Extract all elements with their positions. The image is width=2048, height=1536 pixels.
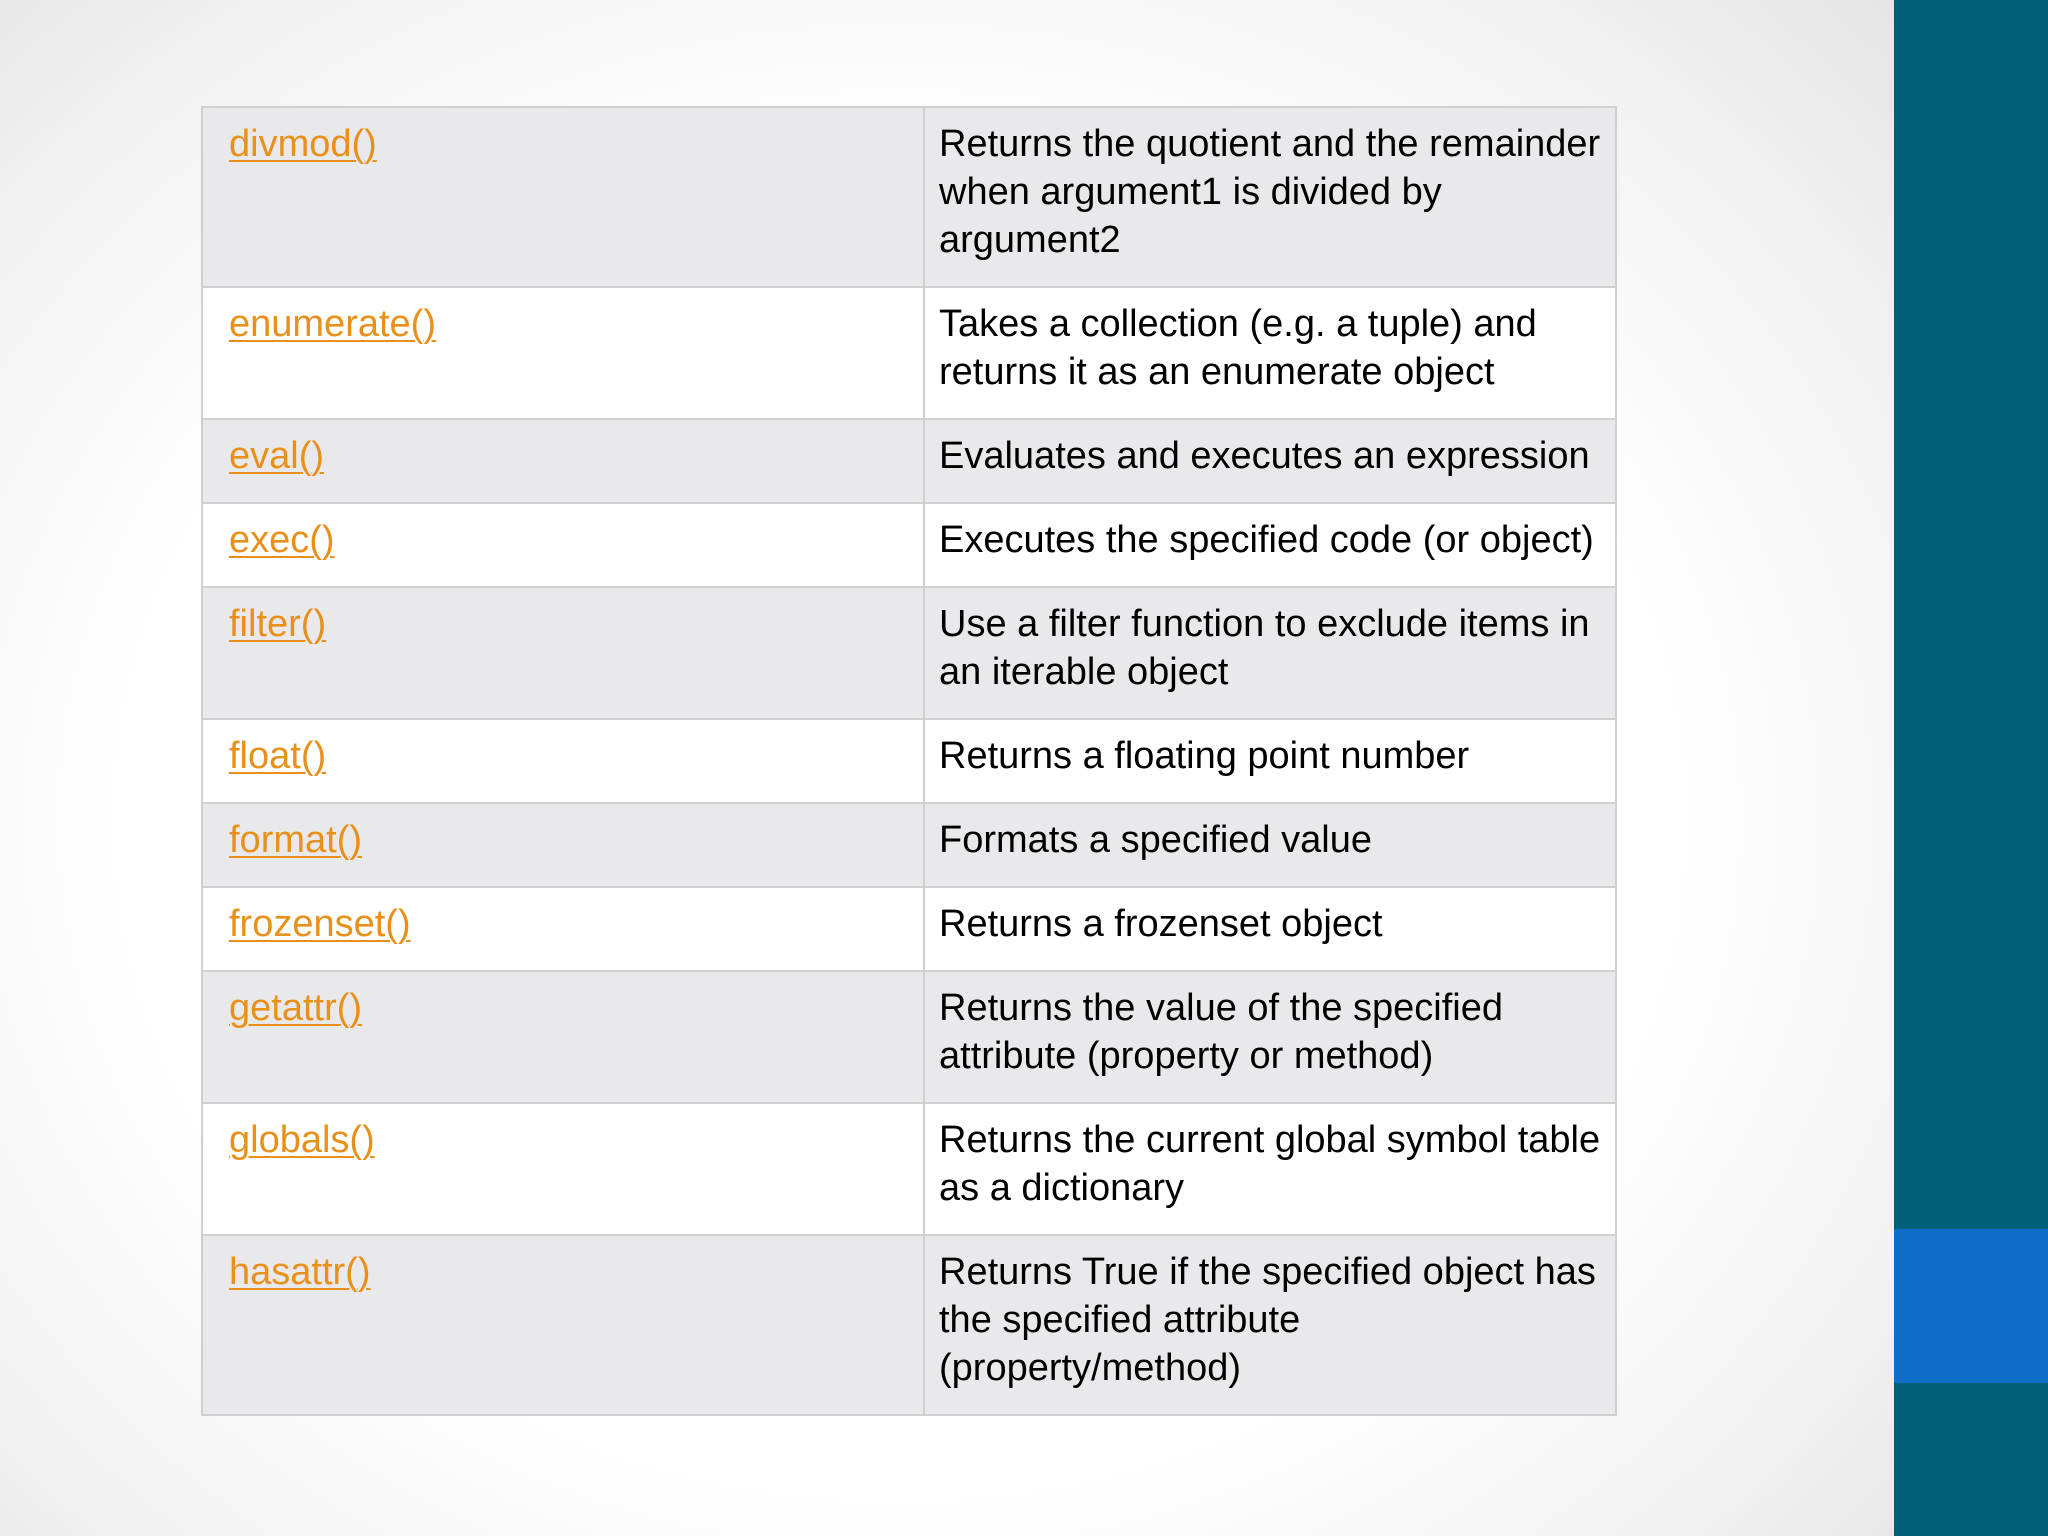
function-link-exec[interactable]: exec(): [229, 519, 335, 561]
functions-table: [201, 106, 1617, 1416]
function-cell: [202, 503, 924, 587]
description-cell: Use a filter function to exclude items in an iterable object: [924, 587, 1616, 719]
function-link-hasattr[interactable]: hasattr(): [229, 1251, 371, 1293]
table-row: [202, 287, 1616, 419]
description-cell: Returns the current global symbol table as a dictionary: [924, 1103, 1616, 1235]
table-row: [202, 1235, 1616, 1415]
table-row: [202, 803, 1616, 887]
description-cell: Formats a specified value: [924, 803, 1616, 887]
function-cell: [202, 1103, 924, 1235]
function-link-frozenset[interactable]: frozenset(): [229, 903, 411, 945]
function-cell: [202, 419, 924, 503]
table-row: [202, 419, 1616, 503]
table-row: [202, 107, 1616, 287]
function-link-eval[interactable]: eval(): [229, 435, 325, 477]
description-cell: Returns a floating point number: [924, 719, 1616, 803]
function-cell: [202, 803, 924, 887]
function-link-float[interactable]: float(): [229, 735, 327, 777]
function-link-divmod[interactable]: divmod(): [229, 123, 377, 165]
description-cell: Returns the quotient and the remainder when argument1 is divided by argument2: [924, 107, 1616, 287]
function-link-format[interactable]: format(): [229, 819, 362, 861]
table-row: [202, 587, 1616, 719]
function-cell: [202, 719, 924, 803]
function-cell: [202, 971, 924, 1103]
table-row: [202, 503, 1616, 587]
table-row: [202, 887, 1616, 971]
function-cell: [202, 1235, 924, 1415]
description-cell: Executes the specified code (or object): [924, 503, 1616, 587]
function-link-enumerate[interactable]: enumerate(): [229, 303, 436, 345]
function-cell: [202, 587, 924, 719]
description-cell: Takes a collection (e.g. a tuple) and returns it as an enumerate object: [924, 287, 1616, 419]
description-cell: Returns a frozenset object: [924, 887, 1616, 971]
function-cell: [202, 887, 924, 971]
side-accent-block: [1894, 1229, 2048, 1383]
function-link-filter[interactable]: filter(): [229, 603, 327, 645]
table-row: [202, 719, 1616, 803]
description-cell: Evaluates and executes an expression: [924, 419, 1616, 503]
function-cell: [202, 107, 924, 287]
function-link-globals[interactable]: globals(): [229, 1119, 375, 1161]
function-link-getattr[interactable]: getattr(): [229, 987, 363, 1029]
description-cell: Returns True if the specified object has the specified attribute (property/method): [924, 1235, 1616, 1415]
table-row: [202, 971, 1616, 1103]
description-cell: Returns the value of the specified attribute (property or method): [924, 971, 1616, 1103]
table-row: [202, 1103, 1616, 1235]
function-cell: [202, 287, 924, 419]
